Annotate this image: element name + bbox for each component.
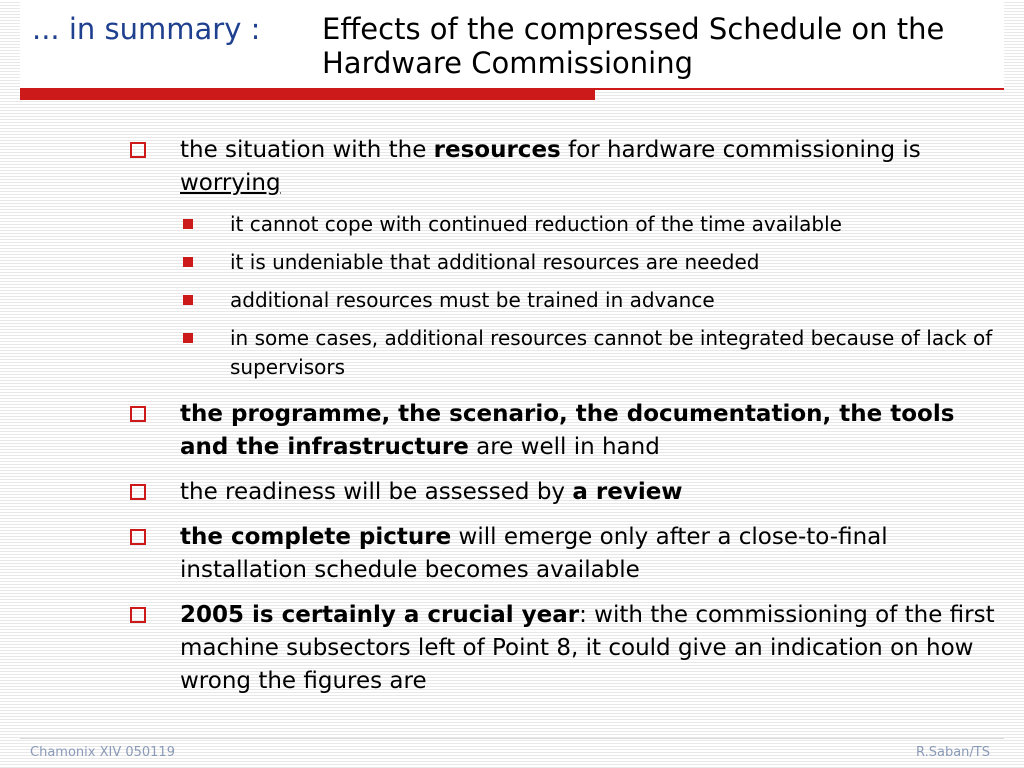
sub-bullet — [128, 210, 1004, 239]
hollow-square-bullet-icon — [130, 142, 146, 158]
bullet-list — [128, 134, 1004, 710]
bullet-bold-text: resources — [433, 137, 561, 163]
sub-bullet-text: additional resources must be trained in advance — [230, 288, 715, 312]
sub-bullet-text: it cannot cope with continued reduction of the time available — [230, 212, 842, 236]
bullet-text: the situation with the — [180, 137, 434, 163]
sub-bullet — [128, 324, 1004, 382]
footer-divider — [20, 738, 1004, 739]
hollow-square-bullet-icon — [130, 484, 146, 500]
title-rule-thick — [20, 88, 595, 100]
bullet-bold-text: 2005 is certainly a crucial year — [180, 602, 580, 628]
bullet-text: will emerge only after a close-to-final installation schedule becomes available — [180, 524, 888, 583]
slide-header — [20, 0, 1004, 88]
sub-bullet — [128, 286, 1004, 315]
bullet-programme — [128, 398, 1004, 464]
hollow-square-bullet-icon — [130, 529, 146, 545]
hollow-square-bullet-icon — [130, 607, 146, 623]
filled-square-bullet-icon — [183, 333, 193, 343]
bullet-text: are well in hand — [468, 434, 660, 460]
filled-square-bullet-icon — [183, 295, 193, 305]
sub-bullet — [128, 248, 1004, 277]
footer-event: Chamonix XIV 050119 — [30, 745, 175, 760]
sub-bullet-text: in some cases, additional resources cannot be integrated because of lack of supervisors — [230, 326, 993, 379]
bullet-resources — [128, 134, 1004, 200]
bullet-bold-text: the complete picture — [180, 524, 452, 550]
slide-title: Effects of the compressed Schedule on the Hardware Commissioning — [322, 12, 945, 80]
footer-author: R.Saban/TS — [916, 745, 990, 760]
bullet-complete-picture — [128, 521, 1004, 587]
bullet-2005 — [128, 599, 1004, 698]
filled-square-bullet-icon — [183, 219, 193, 229]
bullet-bold-text: a review — [572, 479, 683, 505]
title-prefix: ... in summary : — [32, 12, 261, 46]
hollow-square-bullet-icon — [130, 406, 146, 422]
bullet-text: the readiness will be assessed by — [180, 479, 573, 505]
sub-bullet-text: it is undeniable that additional resources are needed — [230, 250, 760, 274]
bullet-text: : with the commissioning of the first machine subsectors left of Point 8, it could give an indication on how wrong the figures are — [180, 602, 995, 694]
title-rule-thin — [595, 88, 1004, 90]
filled-square-bullet-icon — [183, 257, 193, 267]
bullet-bold-text: the programme, the scenario, the documentation, the tools and the infrastructure — [180, 401, 955, 460]
bullet-text: for hardware commissioning is — [560, 137, 921, 163]
bullet-readiness — [128, 476, 1004, 509]
bullet-underlined-text: worrying — [180, 170, 281, 196]
